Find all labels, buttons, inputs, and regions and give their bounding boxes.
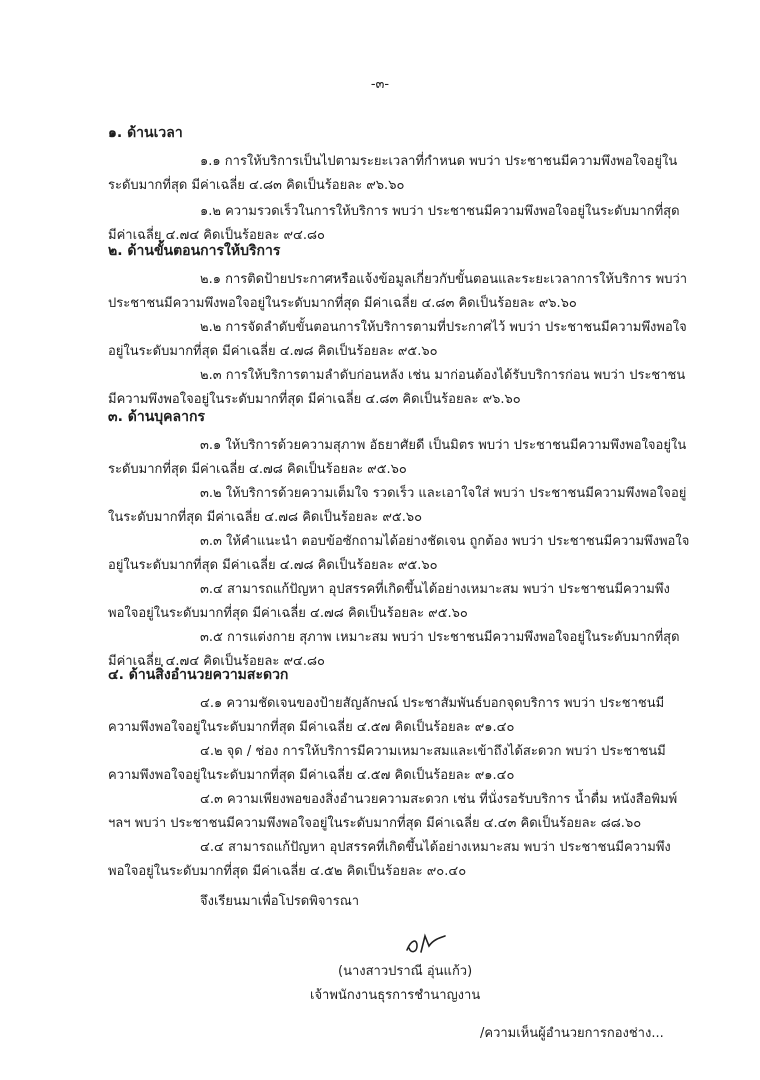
item-line: ๑.๒ ความรวดเร็วในการให้บริการ พบว่า ประชาชนมีความพึงพอใจอยู่ในระดับมากที่สุด	[200, 204, 680, 219]
signer-name: (นางสาวปราณี อุ่นแก้ว)	[338, 964, 473, 979]
item-line: ๓.๑ ให้บริการด้วยความสุภาพ อัธยาศัยดี เป็นมิตร พบว่า ประชาชนมีความพึงพอใจอยู่ใน	[200, 438, 687, 453]
item-line: ระดับมากที่สุด มีค่าเฉลี่ย ๔.๗๘ คิดเป็นร้อยละ ๙๕.๖๐	[108, 462, 407, 477]
continuation-note: /ความเห็นผู้อำนวยการกองช่าง...	[480, 1026, 664, 1041]
item-line: ๔.๑ ความชัดเจนของป้ายสัญลักษณ์ ประชาสัมพันธ์บอกจุดบริการ พบว่า ประชาชนมี	[200, 696, 665, 711]
item-line: ในระดับมากที่สุด มีค่าเฉลี่ย ๔.๗๘ คิดเป็นร้อยละ ๙๕.๖๐	[108, 510, 423, 525]
item-line: ความพึงพอใจอยู่ในระดับมากที่สุด มีค่าเฉลี่ย ๔.๕๗ คิดเป็นร้อยละ ๙๑.๔๐	[108, 768, 515, 783]
item-line: ๒.๓ การให้บริการตามลำดับก่อนหลัง เช่น มาก่อนต้องได้รับบริการก่อน พบว่า ประชาชน	[200, 368, 686, 383]
item-line: ๓.๒ ให้บริการด้วยความเต็มใจ รวดเร็ว และเอาใจใส่ พบว่า ประชาชนมีความพึงพอใจอยู่	[200, 486, 687, 501]
section-heading-time: ๑. ด้านเวลา	[108, 125, 183, 141]
item-line: ๒.๑ การติดป้ายประกาศหรือแจ้งข้อมูลเกี่ยวกับขั้นตอนและระยะเวลาการให้บริการ พบว่า	[200, 272, 688, 287]
item-line: ๓.๓ ให้คำแนะนำ ตอบข้อซักถามได้อย่างชัดเจน ถูกต้อง พบว่า ประชาชนมีความพึงพอใจ	[200, 534, 690, 549]
item-line: ๔.๓ ความเพียงพอของสิ่งอำนวยความสะดวก เช่น ที่นั่งรอรับบริการ น้ำดื่ม หนังสือพิมพ์	[200, 792, 678, 807]
item-line: อยู่ในระดับมากที่สุด มีค่าเฉลี่ย ๔.๗๘ คิดเป็นร้อยละ ๙๕.๖๐	[108, 344, 438, 359]
item-line: ๔.๒ จุด / ช่อง การให้บริการมีความเหมาะสมและเข้าถึงได้สะดวก พบว่า ประชาชนมี	[200, 744, 666, 759]
closing-text: จึงเรียนมาเพื่อโปรดพิจารณา	[200, 894, 360, 909]
item-line: ความพึงพอใจอยู่ในระดับมากที่สุด มีค่าเฉลี่ย ๔.๕๗ คิดเป็นร้อยละ ๙๑.๔๐	[108, 720, 515, 735]
section-heading-facilities: ๔. ด้านสิ่งอำนวยความสะดวก	[108, 667, 289, 683]
item-line: มีค่าเฉลี่ย ๔.๗๔ คิดเป็นร้อยละ ๙๔.๘๐	[108, 228, 325, 243]
item-line: พอใจอยู่ในระดับมากที่สุด มีค่าเฉลี่ย ๔.๗๘ คิดเป็นร้อยละ ๙๕.๖๐	[108, 606, 468, 621]
item-line: ๓.๔ สามารถแก้ปัญหา อุปสรรคที่เกิดขึ้นได้อย่างเหมาะสม พบว่า ประชาชนมีความพึง	[200, 582, 670, 597]
signer-title: เจ้าพนักงานธุรการชำนาญงาน	[310, 988, 481, 1003]
item-line: ๑.๑ การให้บริการเป็นไปตามระยะเวลาที่กำหนด พบว่า ประชาชนมีความพึงพอใจอยู่ใน	[200, 154, 678, 169]
item-line: ๒.๒ การจัดลำดับขั้นตอนการให้บริการตามที่ประกาศไว้ พบว่า ประชาชนมีความพึงพอใจ	[200, 320, 687, 335]
item-line: มีความพึงพอใจอยู่ในระดับมากที่สุด มีค่าเฉลี่ย ๔.๘๓ คิดเป็นร้อยละ ๙๖.๖๐	[108, 392, 521, 407]
item-line: ๔.๔ สามารถแก้ปัญหา อุปสรรคที่เกิดขึ้นได้อย่างเหมาะสม พบว่า ประชาชนมีความพึง	[200, 840, 671, 855]
page-number: -๓-	[370, 77, 390, 92]
item-line: ประชาชนมีความพึงพอใจอยู่ในระดับมากที่สุด มีค่าเฉลี่ย ๔.๘๓ คิดเป็นร้อยละ ๙๖.๖๐	[108, 296, 577, 311]
item-line: ระดับมากที่สุด มีค่าเฉลี่ย ๔.๘๓ คิดเป็นร้อยละ ๙๖.๖๐	[108, 178, 405, 193]
section-heading-personnel: ๓. ด้านบุคลากร	[108, 409, 205, 425]
item-line: พอใจอยู่ในระดับมากที่สุด มีค่าเฉลี่ย ๔.๕๒ คิดเป็นร้อยละ ๙๐.๔๐	[108, 864, 467, 879]
item-line: อยู่ในระดับมากที่สุด มีค่าเฉลี่ย ๔.๗๘ คิดเป็นร้อยละ ๙๕.๖๐	[108, 558, 438, 573]
item-line: ฯลฯ พบว่า ประชาชนมีความพึงพอใจอยู่ในระดับมากที่สุด มีค่าเฉลี่ย ๔.๔๓ คิดเป็นร้อยละ ๘๘.๖๐	[108, 816, 642, 831]
item-line: ๓.๕ การแต่งกาย สุภาพ เหมาะสม พบว่า ประชาชนมีความพึงพอใจอยู่ในระดับมากที่สุด	[200, 630, 680, 645]
signature-mark	[395, 928, 455, 958]
section-heading-procedure: ๒. ด้านขั้นตอนการให้บริการ	[108, 243, 281, 259]
item-line: มีค่าเฉลี่ย ๔.๗๔ คิดเป็นร้อยละ ๙๔.๘๐	[108, 654, 325, 669]
